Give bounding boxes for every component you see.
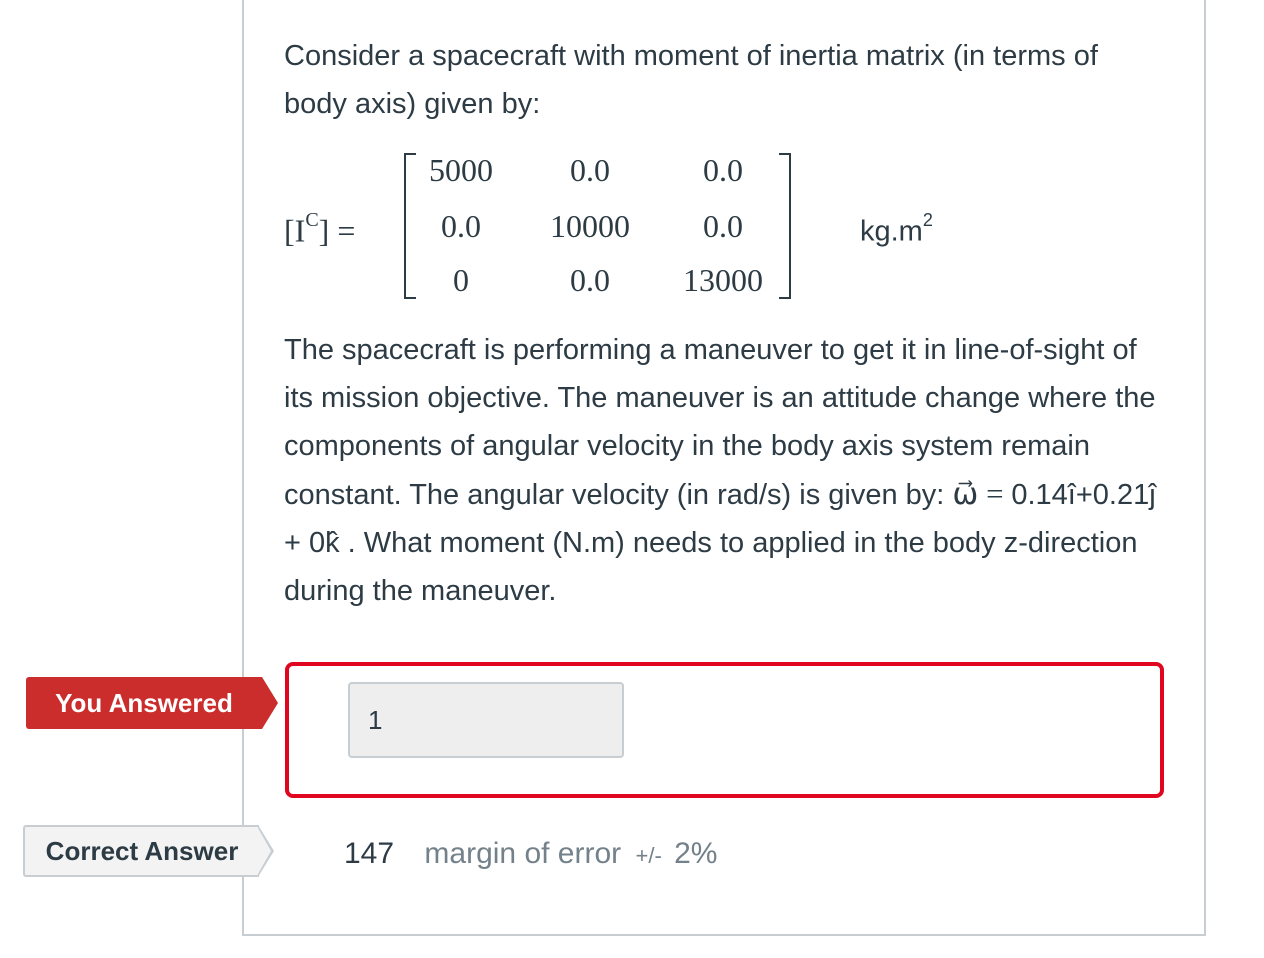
margin-value: 2% <box>674 837 718 870</box>
margin-of-error-label: margin of error <box>424 837 622 870</box>
matrix-label: $[I^C]$ = <box>284 209 356 249</box>
matrix-cell: 0 <box>453 262 469 298</box>
correct-answer-badge: Correct Answer <box>23 825 259 877</box>
matrix-cell: 0.0 <box>570 262 610 298</box>
correct-answer-value: 147 <box>344 837 395 870</box>
you-answered-badge: You Answered <box>26 677 262 729</box>
question-intro: Consider a spacecraft with moment of inertia matrix (in terms of body axis) given by: <box>284 40 1098 120</box>
omega-terms: 0.14î+0.21ĵ + 0k̂ <box>284 479 1156 559</box>
matrix-cell: 0.0 <box>703 152 743 188</box>
margin-sign: +/- <box>635 843 662 868</box>
matrix-cell: 0.0 <box>570 152 610 188</box>
omega-symbol: ω⃗ <box>952 476 979 511</box>
answer-input[interactable]: 1 <box>348 682 624 758</box>
matrix-cell: 13000 <box>683 262 763 298</box>
you-answered-badge-arrow <box>262 677 278 729</box>
matrix-cell: 0.0 <box>703 208 743 244</box>
matrix-units: $kg.m^2$ <box>860 210 933 248</box>
correct-answer-row <box>344 832 717 878</box>
matrix-cell: 10000 <box>550 208 630 244</box>
question-body: The spacecraft is performing a maneuver to get it in line-of-sight of its mission objective. The maneuver is an attitude change where the components of angular velocity in the body axis system remain constant. The angular velocity (in rad/s) is given by: ω⃗ = 0.14î+0.21ĵ + 0k̂ . What moment (N.m) needs to applied in the body z-direction during the maneuver. <box>284 334 1156 607</box>
matrix-cell: 0.0 <box>441 208 481 244</box>
matrix-cell: 5000 <box>429 152 493 188</box>
